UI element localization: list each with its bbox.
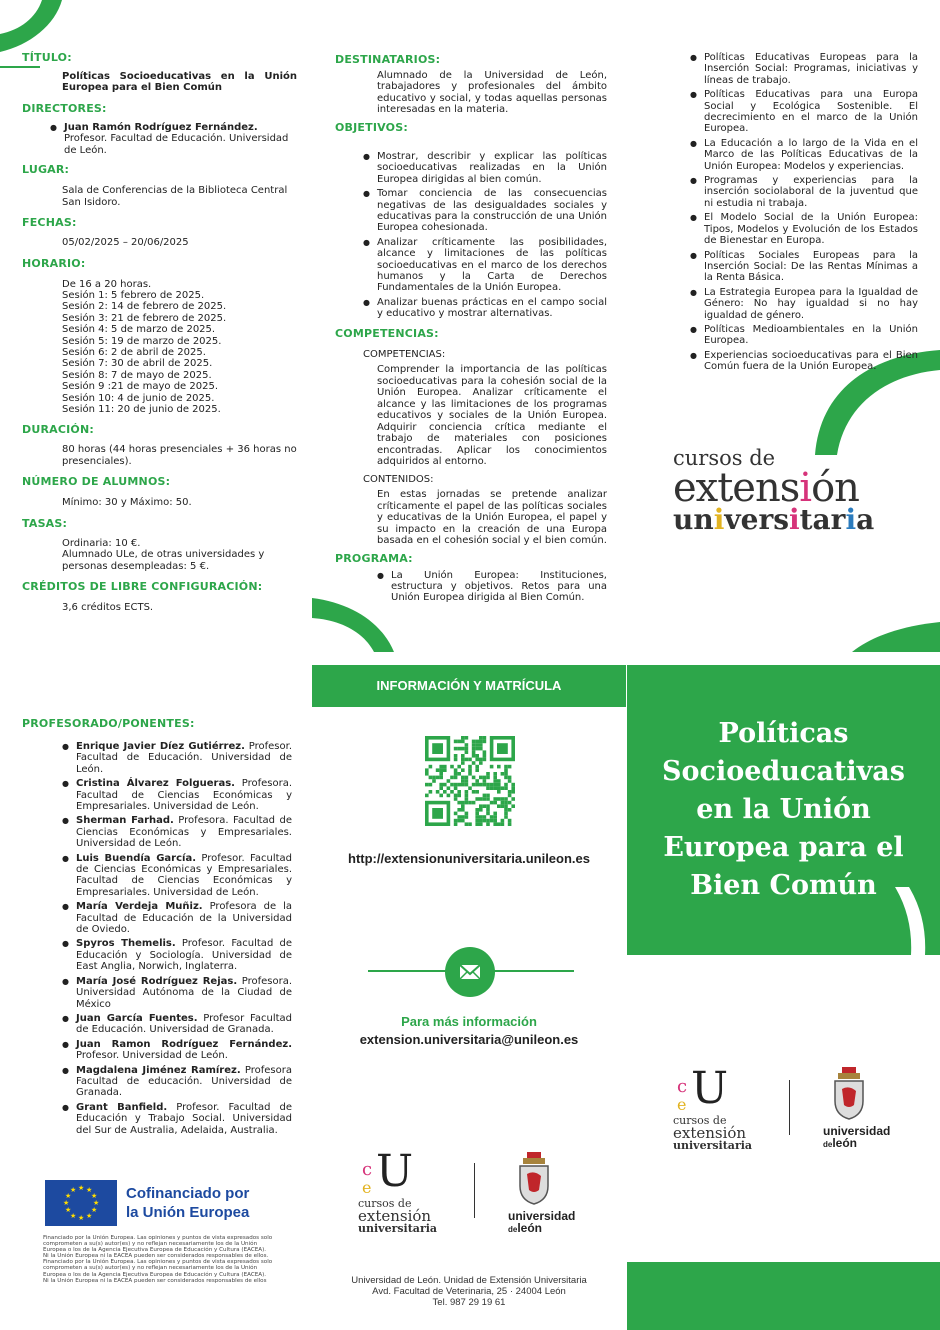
logo-line2: extensión (673, 465, 859, 511)
list-item: ● Políticas Sociales Europeas para la Inserción Social: De las Rentas Mínimas a la Renta Básica. (690, 250, 918, 284)
logo-line1: cursos de (673, 446, 776, 470)
horario-line: Sesión 5: 19 de marzo de 2025. (62, 335, 222, 347)
horario-line: Sesión 7: 30 de abril de 2025. (62, 358, 213, 370)
horario-line: Sesión 1: 5 febrero de 2025. (62, 289, 205, 301)
eu-line2: la Unión Europea (126, 1204, 250, 1221)
destinatarios-value: Alumnado de la Universidad de León, trabajadores y profesionales del ámbito educativo y social, y todas aquellas personas interesadas en la materia. (377, 69, 607, 116)
col3 (690, 52, 918, 376)
address-line1: Universidad de León. Unidad de Extensión Universitaria (351, 1275, 587, 1286)
horario-line: Sesión 4: 5 de marzo de 2025. (62, 324, 216, 336)
heading-competencias: COMPETENCIAS: (335, 326, 439, 340)
horario-line: Sesión 11: 20 de junio de 2025. (62, 404, 221, 416)
profesorado-list (62, 741, 292, 1136)
list-item: ● Analizar buenas prácticas en el campo social y educativo y mostrar alternativas. (363, 297, 607, 320)
ponente-item: ● Luis Buendía García. Profesor. Facultad de Ciencias Económicas y Empresariales. Facultad de Ciencias Económicas y Empresariales. Universidad de León. (62, 853, 292, 899)
svg-text:★: ★ (63, 1199, 70, 1207)
svg-text:★: ★ (70, 1212, 77, 1220)
svg-text:★: ★ (78, 1214, 85, 1222)
mas-info-label: Para más información (401, 1014, 537, 1029)
address-line2: Avd. Facultad de Veterinaria, 25 · 24004 León (372, 1286, 566, 1297)
address (312, 1275, 626, 1308)
cover-logo-separator (789, 1080, 790, 1135)
cover-ule-text-1: universidad (823, 1123, 891, 1138)
cover-title-line: Bien Común (690, 870, 877, 901)
horario-line: Sesión 2: 14 de febrero de 2025. (62, 301, 227, 313)
address-line3: Tel. 987 29 19 61 (432, 1297, 506, 1308)
alumnos-value: Mínimo: 30 y Máximo: 50. (62, 497, 192, 509)
divider-left (368, 970, 452, 972)
cover-title-line: Socioeducativas (662, 756, 905, 787)
directores-list (50, 122, 297, 156)
extension-logo-large (673, 446, 923, 536)
ponente-item: ● Juan Ramon Rodríguez Fernández. Profesor. Universidad de León. (62, 1039, 292, 1062)
ule-text-1: universidad (508, 1208, 576, 1223)
list-item: ● Políticas Medioambientales en la Unión Europea. (690, 324, 918, 347)
small-logo-l2: extensión (358, 1207, 432, 1225)
info-banner (312, 665, 626, 707)
heading-lugar: LUGAR: (22, 163, 70, 177)
tasas-line: Alumnado ULe, de otras universidades y personas desempleadas: 5 €. (62, 549, 265, 572)
heading-horario: HORARIO: (22, 256, 86, 270)
heading-destinatarios: DESTINATARIOS: (335, 53, 441, 66)
horario-line: Sesión 6: 2 de abril de 2025. (62, 347, 206, 358)
cover-ule-text-2: deleón (823, 1135, 858, 1150)
ponente-item: ● Magdalena Jiménez Ramírez. Profesora Facultad de educación. Universidad de Granada. (62, 1065, 292, 1099)
ponente-item: ● Grant Banfield. Profesor. Facultad de Educación y Trabajo Social. Universidad del Sur de Australia, Adelaida, Australia. (62, 1102, 292, 1136)
eu-flag-icon (45, 1180, 117, 1226)
contenidos-sub: CONTENIDOS: (363, 473, 434, 485)
heading-titulo: TÍTULO: (22, 51, 72, 64)
list-item: ● Políticas Educativas para una Europa Social y Ecológica Sostenible. El decrecimiento en el marco de la Unión Europea. (690, 89, 918, 135)
ule-shield-icon (517, 1150, 551, 1206)
top-left-swoosh (0, 0, 70, 52)
list-item: ● La Unión Europea: Instituciones, estructura y objetivos. Retos para una Unión Europea dirigida al Bien Común. (377, 570, 607, 604)
svg-text:★: ★ (78, 1184, 85, 1192)
horario-line: De 16 a 20 horas. (62, 278, 152, 290)
info-email[interactable]: extension.universitaria@unileon.es (359, 1032, 579, 1047)
heading-creditos: CRÉDITOS DE LIBRE CONFIGURACIÓN: (22, 580, 263, 594)
list-item: ● Políticas Educativas Europeas para la Inserción Social: Programas, iniciativas y líneas de trabajo. (690, 52, 918, 86)
heading-objetivos: OBJETIVOS: (335, 120, 408, 134)
cover-ule-shield-icon (832, 1065, 866, 1121)
eu-line1: Cofinanciado por (126, 1185, 250, 1202)
cover-logo-l3: universitaria (673, 1139, 753, 1152)
col2 (335, 54, 607, 607)
qr-code-icon[interactable] (425, 736, 515, 826)
list-item: ● Mostrar, describir y explicar las políticas socioeducativas realizadas en la Unión Europea dirigidas al bien común. (363, 151, 607, 185)
list-item: ● Experiencias socioeducativas para el Bien Común fuera de la Unión Europea. (690, 350, 918, 373)
logo-separator (474, 1163, 475, 1218)
svg-text:★: ★ (70, 1186, 77, 1194)
rule (0, 66, 40, 68)
heading-tasas: TASAS: (22, 516, 68, 530)
cover-logo-l1: cursos de (673, 1114, 727, 1127)
cover-logo-l2: extensión (673, 1124, 747, 1142)
list-item: ● Analizar críticamente las posibilidades, alcance y limitaciones de las políticas socioeducativas en el marco de los derechos humanos y la Carta de Derechos Fundamentales de la Unión Europea. (363, 237, 607, 294)
profesorado (22, 718, 292, 1139)
creditos-value: 3,6 créditos ECTS. (62, 602, 154, 614)
eu-cofinanciado (45, 1180, 295, 1226)
cover-title-line: Europea para el (663, 832, 904, 863)
logo-line3: universitaria (673, 503, 875, 536)
horario-lines (62, 279, 297, 416)
lugar-value: Sala de Conferencias de la Biblioteca Central San Isidoro. (62, 185, 288, 208)
heading-alumnos: NÚMERO DE ALUMNOS: (22, 475, 171, 489)
divider-right (490, 970, 574, 972)
tasas-line: Ordinaria: 10 €. (62, 537, 141, 549)
ule-logo (508, 1150, 588, 1236)
eu-disclaimer: Financiado por la Unión Europea. Las opiniones y puntos de vista expresados solo comprometen a su(s) autor(es) y no reflejan necesariamente los de la Unión Europea o los de la Agencia Ejecutiva Europea de Educación y Cultura (EACEA). Ni la Unión Europea ni la EACEA pueden ser considerados responsables de ellos. Financiado por la Unión Europea. Las opiniones y puntos de vista expresados solo comprometen a su(s) autor(es) y no reflejan necesariamente los de la Unión Europea o los de la Agencia Ejecutiva Europea de Educación y Cultura (EACEA). Ni la Unión Europea ni la EACEA pueden ser considerados responsables de ellos (43, 1235, 273, 1284)
tasas-lines (62, 538, 297, 572)
horario-line: Sesión 8: 7 de mayo de 2025. (62, 369, 212, 381)
horario-line: Sesión 9 :21 de mayo de 2025. (62, 381, 219, 393)
contenidos-value: En estas jornadas se pretende analizar críticamente el papel de las políticas sociales y educativas de la Unión Europea, el papel y su impacto en la creación de una Europa basada en el cohesión social y el bien común. (377, 489, 607, 547)
ponente-item: ● Spyros Themelis. Profesor. Facultad de Educación y Sociología. Universidad de East Anglia, Norwich, Inglaterra. (62, 938, 292, 972)
ponente-item: ● Juan García Fuentes. Profesor Facultad de Educación. Universidad de Granada. (62, 1013, 292, 1036)
list-item: ● Programas y experiencias para la inserción sociolaboral de la juventud que ni estudia ni trabaja. (690, 175, 918, 209)
ponente-item: ● Enrique Javier Díez Gutiérrez. Profesor. Facultad de Educación. Universidad de León. (62, 741, 292, 775)
ule-text-2: deleón (508, 1220, 543, 1235)
svg-text:★: ★ (65, 1206, 72, 1214)
svg-text:★: ★ (91, 1192, 98, 1200)
small-logo-l1: cursos de (358, 1197, 412, 1210)
mail-button[interactable] (445, 947, 495, 997)
objetivos-list (363, 151, 607, 320)
list-item: ● El Modelo Social de la Unión Europea: Tipos, Modelos y Evolución de los Estados de Bienestar en Europa. (690, 212, 918, 246)
small-logo-l3: universitaria (358, 1222, 438, 1235)
bottom-right-bar (627, 1262, 940, 1330)
svg-text:★: ★ (93, 1199, 100, 1207)
heading-fechas: FECHAS: (22, 216, 77, 230)
info-url[interactable]: http://extensionuniversitaria.unileon.es (348, 851, 590, 866)
horario-line: Sesión 10: 4 de junio de 2025. (62, 392, 215, 404)
cover-cu-monogram-icon: c e U (677, 1063, 729, 1114)
director-item: ● Juan Ramón Rodríguez Fernández. Profesor. Facultad de Educación. Universidad de León. (50, 122, 297, 156)
ponente-item: ● Sherman Farhad. Profesora. Facultad de Ciencias Económicas y Empresariales. Universidad de León. (62, 815, 292, 849)
cover-title-line: en la Unión (696, 794, 871, 825)
heading-directores: DIRECTORES: (22, 101, 107, 115)
ponente-item: ● María José Rodríguez Rejas. Profesora. Universidad Autónoma de la Ciudad de México (62, 976, 292, 1010)
heading-programa: PROGRAMA: (335, 551, 413, 565)
heading-profesorado: PROFESORADO/PONENTES: (22, 717, 195, 730)
ponente-item: ● Cristina Álvarez Folgueras. Profesora. Facultad de Ciencias Económicas y Empresariales. Universidad de León. (62, 778, 292, 812)
extension-logo-small (358, 1146, 458, 1235)
cover-extension-logo (673, 1063, 773, 1152)
envelope-icon (445, 947, 495, 997)
cu-monogram-icon: c e U (362, 1146, 414, 1197)
duracion-value: 80 horas (44 horas presenciales + 36 horas no presenciales). (62, 444, 297, 467)
cover-panel (627, 665, 940, 955)
col1 (22, 52, 297, 614)
svg-text:★: ★ (86, 1212, 93, 1220)
heading-duracion: DURACIÓN: (22, 423, 94, 437)
competencias-value: Comprender la importancia de las políticas socioeducativas para la cohesión social de la Unión Europea. Analizar críticamente el alcance y las limitaciones de los programas educativos y sociales de la Unión Europea. Adquirir conciencia crítica mediante el trabajo de materiales con posiciones encontradas. Aplicar los conocimientos adquiridos al entorno. (377, 364, 607, 468)
list-item: ● La Estrategia Europea para la Igualdad de Género: No hay igualdad si no hay igualdad de género. (690, 287, 918, 321)
programa-list (377, 570, 607, 604)
svg-text:★: ★ (65, 1192, 72, 1200)
list-item: ● Tomar conciencia de las consecuencias negativas de las desigualdades sociales y educativas para la construcción de una Unión Europea cohesionada. (363, 188, 607, 234)
svg-text:★: ★ (86, 1186, 93, 1194)
cover-title-line: Políticas (718, 718, 849, 749)
info-banner-label: INFORMACIÓN Y MATRÍCULA (376, 678, 562, 694)
cover-title (627, 715, 940, 905)
svg-text:★: ★ (91, 1206, 98, 1214)
programa-continued-list (690, 52, 918, 373)
horario-line: Sesión 3: 21 de febrero de 2025. (62, 312, 227, 324)
fechas-value: 05/02/2025 – 20/06/2025 (62, 237, 189, 249)
ponente-item: ● María Verdeja Muñiz. Profesora de la Facultad de Educación de la Universidad de Oviedo. (62, 901, 292, 935)
competencias-sub: COMPETENCIAS: (363, 348, 446, 360)
cover-ule-logo (823, 1065, 903, 1151)
list-item: ● La Educación a lo largo de la Vida en el Marco de las Políticas Educativas de la Unión Europea: Modelos y experiencias. (690, 138, 918, 172)
titulo-value: Políticas Socioeducativas en la Unión Europea para el Bien Común (62, 70, 297, 94)
